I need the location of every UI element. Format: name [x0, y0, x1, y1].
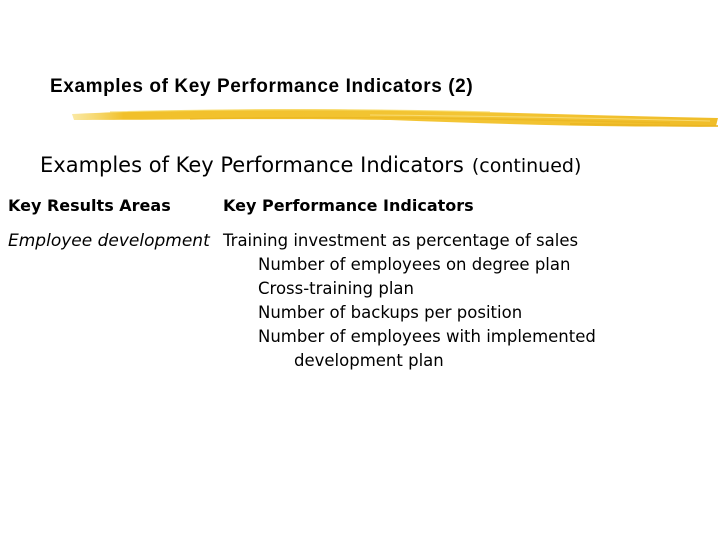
kpi-item: Cross-training plan [258, 279, 414, 298]
column-header-key-performance-indicators: Key Performance Indicators [223, 196, 474, 215]
kpi-item: Number of employees on degree plan [258, 255, 571, 274]
section-heading-note: (continued) [471, 155, 582, 177]
section-heading-text: Examples of Key Performance Indicators [40, 153, 464, 177]
kpi-item: Number of employees with implemented [258, 327, 596, 346]
key-result-area: Employee development [8, 231, 210, 251]
kpi-item: Training investment as percentage of sales [223, 231, 579, 250]
column-header-key-results-areas: Key Results Areas [8, 196, 171, 215]
kpi-item-continuation: development plan [294, 351, 444, 370]
title-underline [70, 104, 720, 134]
section-heading [40, 153, 581, 177]
slide-title: Examples of Key Performance Indicators (2) [50, 76, 474, 97]
kpi-item: Number of backups per position [258, 303, 523, 322]
